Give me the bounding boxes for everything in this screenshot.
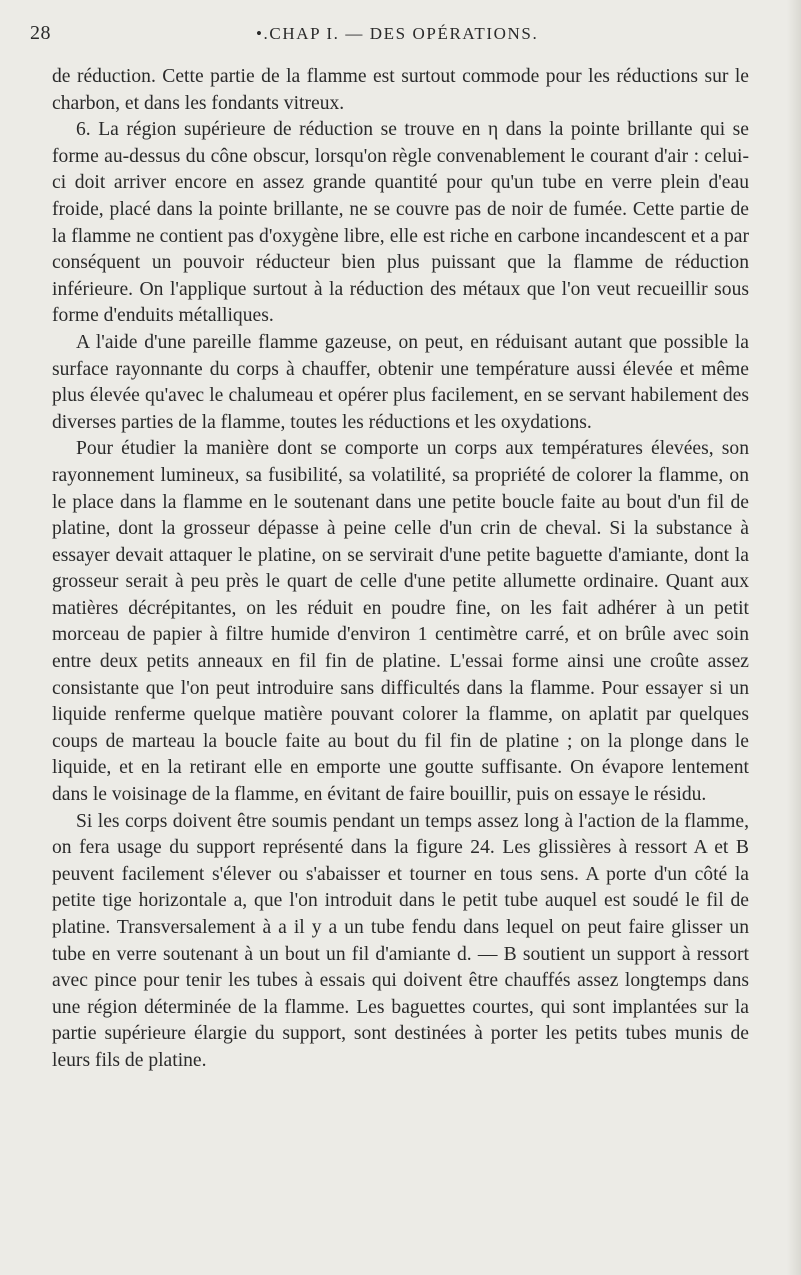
page-edge-shadow bbox=[787, 0, 801, 1275]
page-header bbox=[0, 18, 801, 50]
paragraph: Pour étudier la manière dont se comporte un corps aux températures élevées, son rayonnement lumineux, sa fusibilité, sa volatilité, sa propriété de colorer la flamme, on le place dans la flamme en le soutenant dans une petite boucle faite au bout d'un fil de platine, dont la grosseur dépasse à peine celle d'un crin de cheval. Si la substance à essayer devait attaquer le platine, on se servirait d'une petite baguette d'amiante, dont la grosseur serait à peu près le quart de celle d'une petite allumette ordinaire. Quant aux matières décrépitantes, on les réduit en poudre fine, on les fait adhérer à un petit morceau de papier à filtre humide d'environ 1 centimètre carré, et on brûle avec soin entre deux petits anneaux en fil fin de platine. L'essai forme ainsi une croûte assez consistante que l'on peut introduire sans difficultés dans la flamme. Pour essayer si un liquide renferme quelque matière pouvant colorer la flamme, on aplatit par quelques coups de marteau la boucle faite au bout du fil fin de platine ; on la plonge dans le liquide, et en la retirant elle en emporte une goutte suffisante. On évapore lentement dans le voisinage de la flamme, en évitant de faire bouillir, puis on essaye le résidu. bbox=[52, 438, 749, 806]
running-head: •.CHAP I. — DES OPÉRATIONS. bbox=[256, 24, 539, 43]
paragraph: de réduction. Cette partie de la flamme est surtout commode pour les réductions sur le charbon, et dans les fondants vitreux. bbox=[52, 66, 749, 114]
page-number: 28 bbox=[30, 22, 51, 44]
paragraph: Si les corps doivent être soumis pendant un temps assez long à l'action de la flamme, on fera usage du support représenté dans la figure 24. Les glissières à ressort A et B peuvent facilement s'élever ou s'abaisser et tourner en tous sens. A porte d'un côté la petite tige horizontale a, que l'on introduit dans le petit tube auquel est soudé le fil de platine. Transversalement à a il y a un tube fendu dans lequel on peut faire glisser un tube en verre soutenant à un bout un fil d'amiante d. — B soutient un support à ressort avec pince pour tenir les tubes à essais qui doivent être chauffés assez longtemps dans une région déterminée de la flamme. Les baguettes courtes, qui sont implantées sur la partie supérieure élargie du support, sont destinées à porter les petits tubes munis de leurs fils de platine. bbox=[52, 810, 749, 1071]
paragraph: A l'aide d'une pareille flamme gazeuse, on peut, en réduisant autant que possible la surface rayonnante du corps à chauffer, obtenir une température aussi élevée et même plus élevée qu'avec le chalumeau et opérer plus facilement, en se servant habilement des diverses parties de la flamme, toutes les réductions et les oxydations. bbox=[52, 331, 749, 433]
paragraph: 6. La région supérieure de réduction se trouve en η dans la pointe brillante qui se forme au-dessus du cône obscur, lorsqu'on règle convenablement le courant d'air : celui-ci doit arriver encore en assez grande quantité pour qu'un tube en verre plein d'eau froide, placé dans la pointe brillante, ne se couvre pas de noir de fumée. Cette partie de la flamme ne contient pas d'oxygène libre, elle est riche en carbone incandescent et a par conséquent un pouvoir réducteur bien plus puissant que la flamme de réduction inférieure. On l'applique surtout à la réduction des métaux que l'on veut recueillir sous forme d'enduits métalliques. bbox=[52, 119, 749, 327]
body-text bbox=[52, 64, 749, 1075]
